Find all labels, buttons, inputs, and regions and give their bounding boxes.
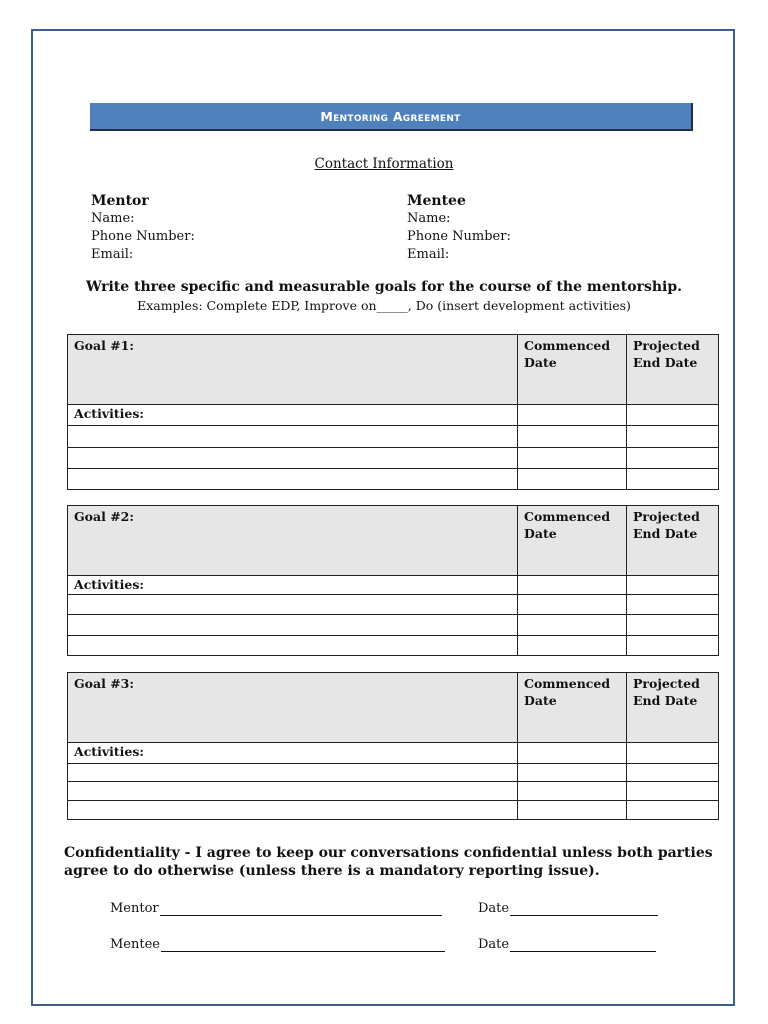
projected-end-date-header: Projected End Date — [627, 335, 719, 405]
table-cell[interactable] — [518, 615, 627, 636]
table-cell[interactable] — [518, 426, 627, 448]
mentee-heading: Mentee — [407, 193, 466, 209]
table-cell[interactable] — [68, 636, 518, 656]
table-cell[interactable] — [518, 743, 627, 764]
table-cell[interactable] — [68, 764, 518, 782]
mentee-phone-field[interactable]: Phone Number: — [407, 229, 511, 244]
activities-label[interactable]: Activities: — [68, 743, 518, 764]
commenced-date-header: Commenced Date — [518, 335, 627, 405]
commenced-date-header: Commenced Date — [518, 673, 627, 743]
table-cell[interactable] — [627, 801, 719, 820]
document-title: Mentoring Agreement — [320, 108, 461, 124]
contact-information-heading: Contact Information — [314, 156, 454, 172]
mentor-email-field[interactable]: Email: — [91, 247, 134, 262]
table-cell[interactable] — [627, 743, 719, 764]
mentor-phone-field[interactable]: Phone Number: — [91, 229, 195, 244]
mentee-signature-blank[interactable] — [161, 937, 445, 952]
goal-table-2 — [67, 505, 719, 656]
table-cell[interactable] — [68, 595, 518, 615]
mentee-signature-label: Mentee — [110, 937, 160, 952]
confidentiality-statement: Confidentiality - I agree to keep our conversations confidential unless both parties agree to do otherwise (unless there is a mandatory reporting issue). — [64, 845, 713, 879]
goal-table-1 — [67, 334, 719, 490]
mentee-date-blank[interactable] — [510, 937, 656, 952]
mentor-date-line[interactable] — [478, 901, 658, 916]
projected-end-date-header: Projected End Date — [627, 506, 719, 576]
table-cell[interactable] — [627, 405, 719, 426]
table-cell[interactable] — [627, 426, 719, 448]
table-cell[interactable] — [518, 636, 627, 656]
table-cell[interactable] — [68, 448, 518, 469]
table-cell[interactable] — [518, 801, 627, 820]
table-cell[interactable] — [627, 764, 719, 782]
goal-label[interactable]: Goal #3: — [68, 673, 518, 743]
document-title-bar — [90, 103, 693, 131]
table-cell[interactable] — [627, 615, 719, 636]
mentee-date-line[interactable] — [478, 937, 656, 952]
table-cell[interactable] — [627, 576, 719, 595]
table-cell[interactable] — [68, 782, 518, 801]
table-cell[interactable] — [68, 469, 518, 490]
mentor-date-blank[interactable] — [510, 901, 658, 916]
mentee-name-field[interactable]: Name: — [407, 211, 451, 226]
mentor-signature-line[interactable] — [110, 901, 442, 916]
goals-examples: Examples: Complete EDP, Improve on_____, Do (insert development activities) — [137, 298, 631, 313]
mentor-signature-label: Mentor — [110, 901, 159, 916]
goal-table-3 — [67, 672, 719, 820]
table-cell[interactable] — [518, 469, 627, 490]
mentee-date-label: Date — [478, 937, 510, 952]
table-cell[interactable] — [627, 782, 719, 801]
mentor-date-label: Date — [478, 901, 510, 916]
table-cell[interactable] — [518, 595, 627, 615]
table-cell[interactable] — [518, 782, 627, 801]
table-cell[interactable] — [627, 469, 719, 490]
table-cell[interactable] — [518, 405, 627, 426]
table-cell[interactable] — [68, 615, 518, 636]
table-cell[interactable] — [68, 426, 518, 448]
activities-label[interactable]: Activities: — [68, 405, 518, 426]
goals-instruction: Write three specific and measurable goals for the course of the mentorship. — [85, 279, 683, 295]
mentor-contact-block — [91, 192, 195, 264]
table-cell[interactable] — [627, 636, 719, 656]
commenced-date-header: Commenced Date — [518, 506, 627, 576]
table-cell[interactable] — [627, 448, 719, 469]
table-cell[interactable] — [518, 764, 627, 782]
mentee-contact-block — [407, 192, 511, 264]
table-cell[interactable] — [518, 448, 627, 469]
mentor-signature-blank[interactable] — [160, 901, 442, 916]
projected-end-date-header: Projected End Date — [627, 673, 719, 743]
table-cell[interactable] — [627, 595, 719, 615]
goal-label[interactable]: Goal #1: — [68, 335, 518, 405]
table-cell[interactable] — [518, 576, 627, 595]
activities-label[interactable]: Activities: — [68, 576, 518, 595]
goal-label[interactable]: Goal #2: — [68, 506, 518, 576]
mentee-signature-line[interactable] — [110, 937, 445, 952]
mentor-heading: Mentor — [91, 193, 149, 209]
table-cell[interactable] — [68, 801, 518, 820]
mentee-email-field[interactable]: Email: — [407, 247, 450, 262]
mentor-name-field[interactable]: Name: — [91, 211, 135, 226]
